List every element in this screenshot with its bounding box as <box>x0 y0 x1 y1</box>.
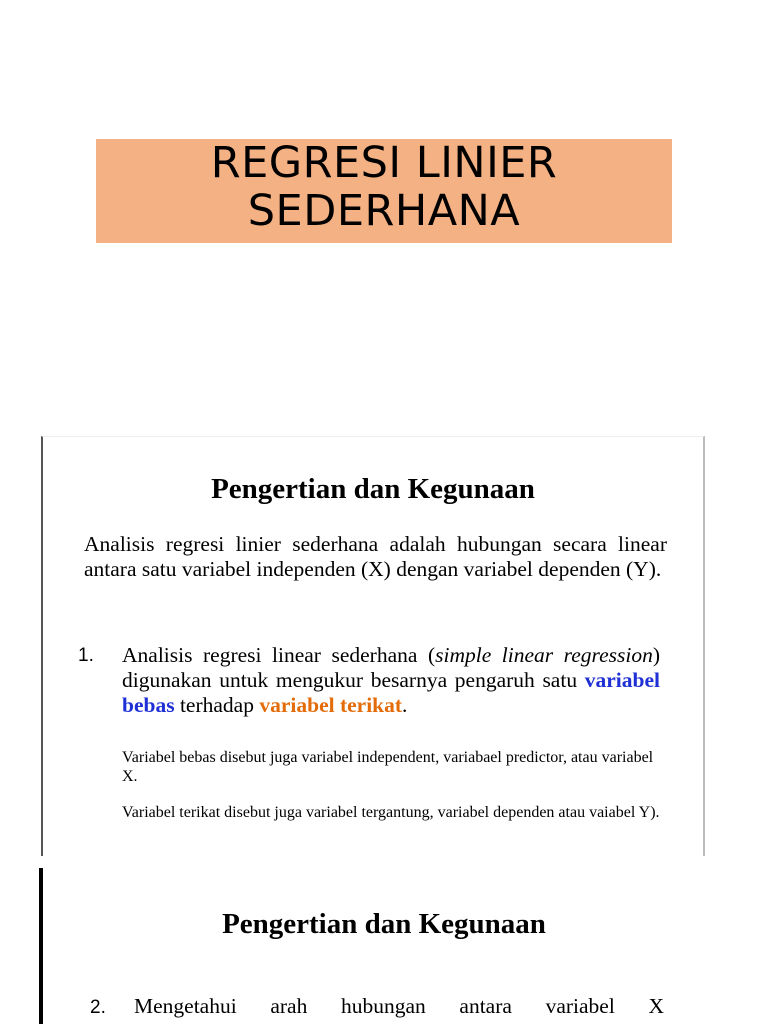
slide2-heading: Pengertian dan Kegunaan <box>222 908 546 940</box>
item-text-part: terhadap <box>174 693 260 717</box>
item-text-part: Analisis regresi linear sederhana ( <box>122 643 436 667</box>
highlight-variabel-terikat: variabel terikat <box>259 693 403 717</box>
list-number: 1. <box>78 645 94 666</box>
item-text-italic: simple linear regression <box>435 643 653 667</box>
slide-heading: Pengertian dan Kegunaan <box>211 473 535 505</box>
item-text-part: ) digunakan untuk mengukur besarnya pengaruh satu <box>122 643 660 692</box>
page-title <box>0 139 768 235</box>
list-item-text: Mengetahui arah hubungan antara variabel X <box>134 994 664 1018</box>
note-variabel-terikat: Variabel terikat disebut juga variabel tergantung, variabel dependen atau vaiabel Y). <box>122 804 660 821</box>
slide-border <box>39 868 43 1024</box>
title-line-1: REGRESI LINIER <box>210 138 558 188</box>
slide-definition <box>41 436 705 856</box>
highlight-variabel-bebas: variabel bebas <box>122 668 660 717</box>
item-text-part: . <box>402 693 408 717</box>
intro-paragraph: Analisis regresi linier sederhana adalah hubungan secara linear antara satu variabel independen (X) dengan variabel dependen (Y). <box>84 532 667 581</box>
list-number: 2. <box>90 997 106 1018</box>
title-line-2: SEDERHANA <box>247 186 521 236</box>
list-item-text <box>122 643 660 718</box>
note-variabel-bebas: Variabel bebas disebut juga variabel independent, variabael predictor, atau variabel X. <box>122 749 654 785</box>
